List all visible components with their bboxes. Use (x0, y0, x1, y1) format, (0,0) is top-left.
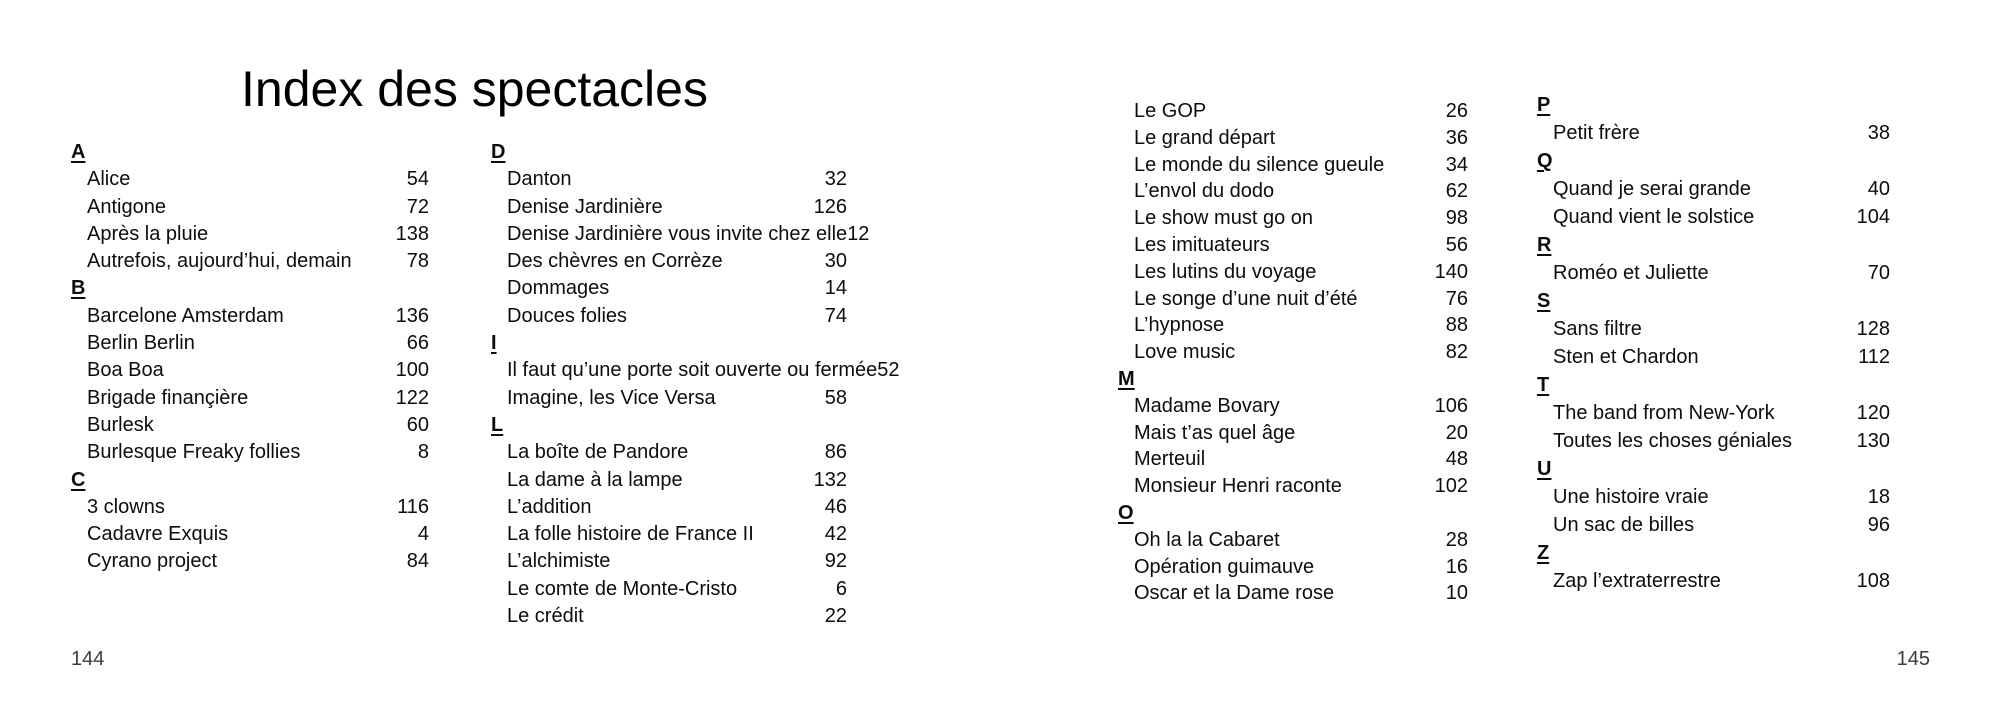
entry-title: L’addition (507, 495, 592, 518)
index-entry (491, 603, 847, 630)
entry-page-number: 4 (417, 523, 429, 546)
section-letter: Z (1537, 542, 1550, 564)
index-entry (1118, 580, 1468, 607)
section-header-s (1537, 287, 1890, 315)
section-header-r (1537, 231, 1890, 259)
entry-page-number: 56 (1445, 233, 1468, 256)
index-entry (1537, 119, 1890, 147)
section-letter: C (71, 468, 86, 491)
entry-title: La boîte de Pandore (507, 441, 689, 464)
entry-title: The band from New-York (1553, 402, 1775, 424)
entry-title: Les lutins du voyage (1134, 260, 1317, 283)
index-entry (71, 166, 429, 193)
entry-title: Zap l’extraterrestre (1553, 570, 1721, 592)
index-entry (491, 221, 870, 248)
entry-page-number: 40 (1867, 178, 1890, 200)
entry-title: Denise Jardinière vous invite chez elle (507, 222, 848, 245)
entry-page-number: 8 (417, 441, 429, 464)
section-header-a (71, 139, 429, 166)
section-letter: S (1537, 290, 1551, 312)
entry-title: Oh la la Cabaret (1134, 528, 1280, 551)
index-entry (71, 194, 429, 221)
entry-title: Cyrano project (87, 550, 218, 573)
entry-page-number: 22 (824, 605, 847, 628)
entry-page-number: 26 (1445, 100, 1468, 122)
index-entry (71, 548, 429, 575)
entry-page-number: 46 (824, 495, 847, 518)
index-entry (491, 275, 847, 302)
index-entry (491, 303, 847, 330)
entry-title: Burlesque Freaky follies (87, 441, 301, 464)
entry-page-number: 84 (406, 550, 429, 573)
entry-title: Le grand départ (1134, 126, 1276, 149)
page-title: Index des spectacles (241, 61, 708, 117)
entry-page-number: 32 (824, 168, 847, 191)
index-entry (491, 248, 847, 275)
entry-title: Un sac de billes (1553, 514, 1695, 536)
index-entry (1118, 393, 1468, 420)
entry-page-number: 10 (1445, 582, 1468, 605)
entry-page-number: 72 (406, 195, 429, 218)
index-entry (1118, 98, 1468, 125)
entry-page-number: 42 (824, 523, 847, 546)
entry-page-number: 54 (406, 168, 429, 191)
entry-page-number: 104 (1856, 206, 1890, 228)
entry-title: La folle histoire de France II (507, 523, 754, 546)
section-header-q (1537, 147, 1890, 175)
entry-title: Après la pluie (87, 222, 209, 245)
index-entry (1118, 527, 1468, 554)
entry-title: Les imituateurs (1134, 233, 1270, 256)
entry-page-number: 12 (847, 222, 870, 245)
index-entry (491, 494, 847, 521)
index-entry (71, 221, 429, 248)
index-entry (71, 248, 429, 275)
section-header-p (1537, 91, 1890, 119)
index-entry (491, 467, 847, 494)
entry-title: Antigone (87, 195, 166, 218)
entry-title: Il faut qu’une porte soit ouverte ou fermée (507, 359, 878, 382)
entry-title: Une histoire vraie (1553, 486, 1709, 508)
index-entry (1118, 286, 1468, 313)
section-letter: D (491, 141, 506, 163)
entry-page-number: 60 (406, 413, 429, 436)
entry-title: Quand vient le solstice (1553, 206, 1755, 228)
entry-page-number: 62 (1445, 180, 1468, 203)
entry-page-number: 120 (1856, 402, 1890, 424)
index-entry (491, 521, 847, 548)
entry-title: Autrefois, aujourd’hui, demain (87, 250, 352, 273)
entry-page-number: 98 (1445, 207, 1468, 230)
entry-page-number: 130 (1856, 430, 1890, 452)
index-entry (491, 166, 847, 193)
entry-page-number: 126 (813, 195, 847, 218)
section-letter: P (1537, 94, 1551, 116)
index-entry (1118, 259, 1468, 286)
left-page-number: 144 (71, 648, 105, 670)
entry-title: L’hypnose (1134, 314, 1225, 337)
index-entry (1537, 175, 1890, 203)
index-entry (491, 194, 847, 221)
section-letter: I (491, 332, 497, 355)
index-entry (1537, 483, 1890, 511)
entry-page-number: 48 (1445, 448, 1468, 471)
section-header-t (1537, 371, 1890, 399)
entry-title: Barcelone Amsterdam (87, 304, 284, 327)
index-entry (71, 412, 429, 439)
entry-title: Monsieur Henri raconte (1134, 475, 1342, 498)
entry-title: Le monde du silence gueule (1134, 153, 1385, 176)
index-entry (71, 357, 429, 384)
index-entry (1537, 427, 1890, 455)
entry-page-number: 132 (813, 468, 847, 491)
section-header-m (1118, 366, 1468, 393)
entry-page-number: 74 (824, 304, 847, 327)
index-entry (1118, 178, 1468, 205)
entry-title: La dame à la lampe (507, 468, 683, 491)
index-entry (1537, 203, 1890, 231)
entry-page-number: 66 (406, 332, 429, 355)
right-page-number: 145 (1896, 648, 1930, 670)
index-entry (1118, 339, 1468, 366)
section-header-c (71, 467, 429, 494)
index-entry (1118, 232, 1468, 259)
index-entry (1118, 205, 1468, 232)
index-entry (1537, 343, 1890, 371)
entry-title: L’envol du dodo (1134, 180, 1275, 203)
entry-title: Petit frère (1553, 122, 1640, 144)
entry-title: Alice (87, 168, 131, 191)
index-entry (1537, 315, 1890, 343)
index-entry (491, 357, 900, 384)
entry-page-number: 20 (1445, 421, 1468, 444)
index-entry (491, 576, 847, 603)
entry-page-number: 82 (1445, 341, 1468, 364)
entry-page-number: 70 (1867, 262, 1890, 284)
entry-page-number: 92 (824, 550, 847, 573)
index-entry (1118, 152, 1468, 179)
entry-page-number: 116 (397, 495, 429, 518)
section-header-b (71, 275, 429, 302)
entry-page-number: 36 (1445, 126, 1468, 149)
section-header-l (491, 412, 847, 439)
entry-page-number: 30 (824, 250, 847, 273)
entry-title: Cadavre Exquis (87, 523, 229, 546)
entry-page-number: 14 (824, 277, 847, 300)
index-entry (71, 303, 429, 330)
entry-page-number: 102 (1434, 475, 1468, 498)
entry-title: 3 clowns (87, 495, 165, 518)
entry-title: Le comte de Monte-Cristo (507, 577, 738, 600)
index-entry (71, 385, 429, 412)
index-entry (71, 521, 429, 548)
index-column-4 (1537, 91, 1890, 595)
entry-title: Imagine, les Vice Versa (507, 386, 716, 409)
section-letter: U (1537, 458, 1552, 480)
section-header-i (491, 330, 847, 357)
entry-page-number: 136 (395, 304, 429, 327)
entry-page-number: 106 (1434, 394, 1468, 417)
section-header-o (1118, 500, 1468, 527)
entry-page-number: 138 (395, 222, 429, 245)
entry-page-number: 52 (877, 359, 900, 382)
section-letter: M (1118, 367, 1135, 390)
index-entry (491, 385, 847, 412)
section-letter: L (491, 413, 504, 436)
entry-page-number: 28 (1445, 528, 1468, 551)
section-letter: O (1118, 501, 1134, 524)
entry-title: Quand je serai grande (1553, 178, 1751, 200)
entry-page-number: 6 (835, 577, 847, 600)
entry-title: Mais t’as quel âge (1134, 421, 1296, 444)
entry-title: Le GOP (1134, 100, 1207, 122)
entry-page-number: 140 (1434, 260, 1468, 283)
section-header-z (1537, 539, 1890, 567)
entry-title: Merteuil (1134, 448, 1206, 471)
entry-title: Douces folies (507, 304, 628, 327)
entry-title: Des chèvres en Corrèze (507, 250, 723, 273)
entry-title: Le crédit (507, 605, 584, 628)
entry-title: Sten et Chardon (1553, 346, 1699, 368)
entry-title: Sans filtre (1553, 318, 1642, 340)
entry-title: Brigade finançière (87, 386, 249, 409)
index-entry (1537, 567, 1890, 595)
index-entry (71, 439, 429, 466)
index-entry (491, 548, 847, 575)
entry-page-number: 88 (1445, 314, 1468, 337)
entry-page-number: 86 (824, 441, 847, 464)
section-letter: T (1537, 374, 1550, 396)
entry-title: Boa Boa (87, 359, 164, 382)
index-column-3 (1118, 98, 1468, 607)
index-entry (71, 494, 429, 521)
section-header-u (1537, 455, 1890, 483)
entry-title: Danton (507, 168, 572, 191)
entry-page-number: 112 (1858, 346, 1890, 368)
entry-page-number: 122 (395, 386, 429, 409)
entry-title: Berlin Berlin (87, 332, 195, 355)
entry-title: Le songe d’une nuit d’été (1134, 287, 1358, 310)
entry-page-number: 58 (824, 386, 847, 409)
index-column-2 (491, 139, 900, 630)
index-entry (1118, 125, 1468, 152)
index-entry (1537, 511, 1890, 539)
index-entry (1118, 312, 1468, 339)
entry-title: Denise Jardinière (507, 195, 663, 218)
entry-page-number: 78 (406, 250, 429, 273)
entry-page-number: 108 (1856, 570, 1890, 592)
index-entry (491, 439, 847, 466)
entry-page-number: 16 (1445, 555, 1468, 578)
entry-title: Dommages (507, 277, 610, 300)
entry-title: L’alchimiste (507, 550, 611, 573)
entry-title: Roméo et Juliette (1553, 262, 1709, 284)
index-entry (1537, 399, 1890, 427)
section-letter: B (71, 277, 86, 300)
index-entry (71, 330, 429, 357)
index-entry (1118, 473, 1468, 500)
entry-title: Oscar et la Dame rose (1134, 582, 1335, 605)
entry-page-number: 38 (1867, 122, 1890, 144)
entry-title: Love music (1134, 341, 1236, 364)
index-entry (1118, 446, 1468, 473)
entry-page-number: 96 (1867, 514, 1890, 536)
entry-title: Opération guimauve (1134, 555, 1315, 578)
entry-title: Toutes les choses géniales (1553, 430, 1793, 452)
section-letter: Q (1537, 150, 1553, 172)
entry-title: Burlesk (87, 413, 154, 436)
section-header-d (491, 139, 847, 166)
index-entry (1537, 259, 1890, 287)
section-letter: A (71, 141, 86, 163)
entry-page-number: 100 (395, 359, 429, 382)
entry-page-number: 34 (1445, 153, 1468, 176)
index-entry (1118, 420, 1468, 447)
section-letter: R (1537, 234, 1552, 256)
index-column-1 (71, 139, 429, 576)
entry-page-number: 76 (1445, 287, 1468, 310)
index-entry (1118, 554, 1468, 581)
entry-title: Madame Bovary (1134, 394, 1280, 417)
entry-title: Le show must go on (1134, 207, 1313, 230)
entry-page-number: 128 (1856, 318, 1890, 340)
entry-page-number: 18 (1867, 486, 1890, 508)
